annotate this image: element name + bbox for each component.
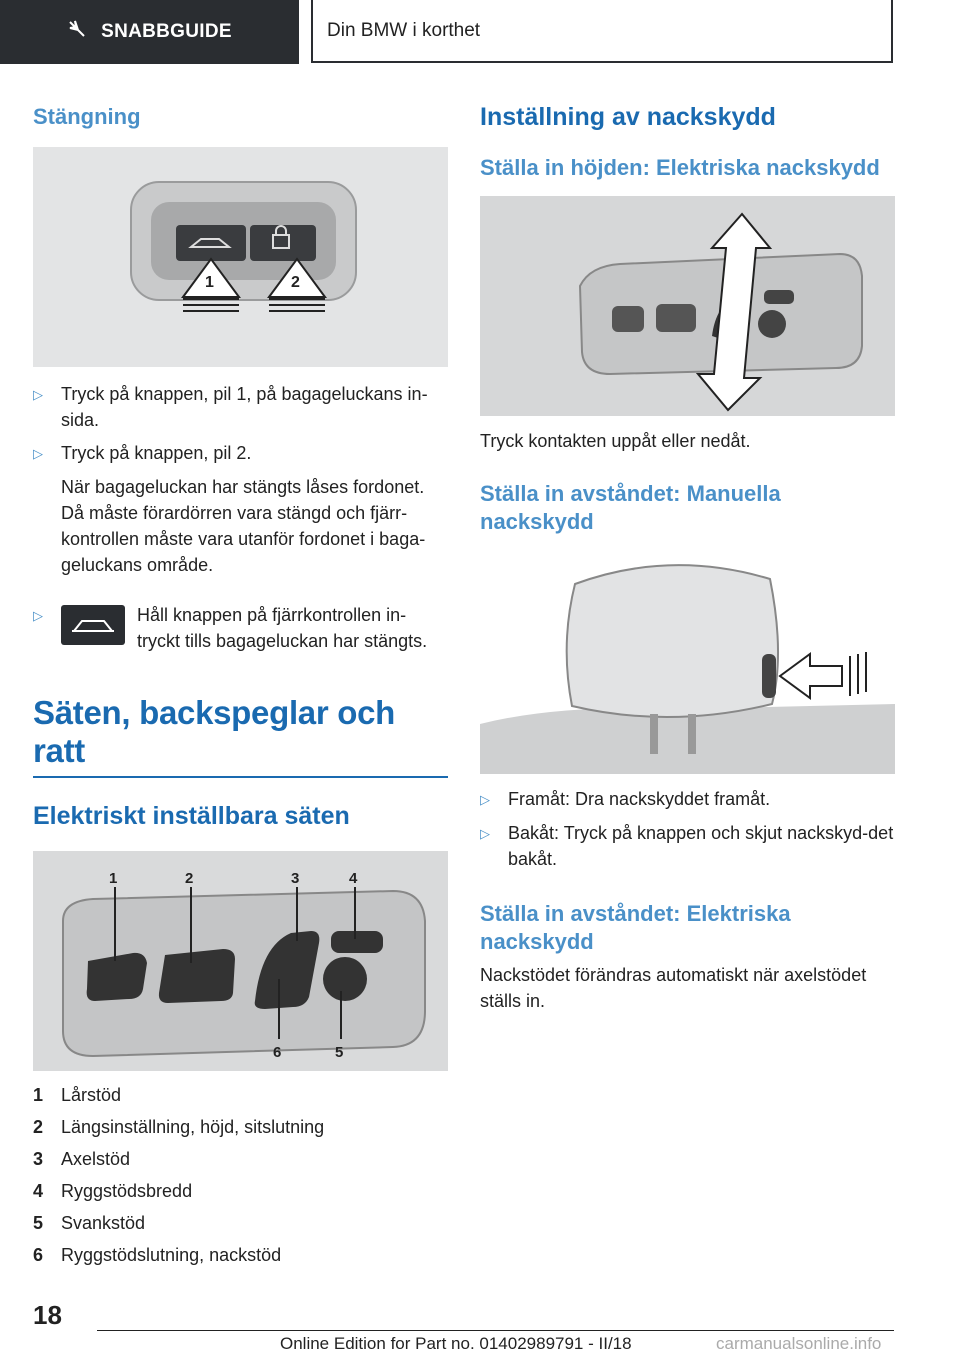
manual-heading: Ställa in avståndet: Manuella nackskydd — [480, 481, 781, 534]
footer-divider — [97, 1330, 894, 1331]
triangle-right-icon: ▷ — [33, 387, 43, 402]
list-item: 2 Längsinställning, höjd, sitslutning — [33, 1117, 325, 1137]
edition-text: Online Edition for Part no. 01402989791 - II/18 — [280, 1334, 632, 1353]
triangle-right-icon: ▷ — [33, 608, 43, 623]
chapter-title — [311, 0, 893, 63]
height-heading: Ställa in höjden: Elektriska nackskydd — [480, 155, 880, 180]
height-text: Tryck kontakten uppåt eller nedåt. — [480, 431, 751, 451]
list-item: ▷ Tryck på knappen, pil 2. — [33, 440, 448, 467]
left-column — [33, 104, 448, 1271]
callout-1: 1 — [109, 870, 118, 887]
watermark: carmanualsonline.info — [716, 1334, 882, 1353]
section-tab-label: SNABBGUIDE — [101, 21, 232, 42]
list-item: 4 Ryggstödsbredd — [33, 1181, 193, 1201]
electric-heading: Ställa in avståndet: Elektriska nackskydd — [480, 901, 791, 954]
callout-3: 3 — [291, 870, 300, 887]
trunk-buttons-illustration — [33, 147, 448, 367]
page-number: 18 — [33, 1300, 62, 1330]
callout-2: 2 — [291, 274, 300, 291]
list-item: ▷ Bakåt: Tryck på knappen och skjut nackskyd-det bakåt. — [480, 820, 895, 872]
headrest-manual-illustration — [480, 554, 895, 774]
section-heading: Säten, backspeglar och ratt — [33, 694, 448, 778]
closing-heading: Stängning — [33, 104, 141, 129]
headrest-height-illustration — [480, 196, 895, 416]
electric-text: Nackstödet förändras automatiskt när axelstödet ställs in. — [480, 965, 867, 1011]
right-column — [480, 103, 895, 1014]
spark-icon — [67, 19, 87, 45]
list-item: ▷ Tryck på knappen, pil 1, på bagageluckans in-sida. — [33, 381, 448, 433]
callout-5: 5 — [335, 1044, 344, 1061]
callout-6: 6 — [273, 1044, 282, 1061]
headrest-heading: Inställning av nackskydd — [480, 103, 776, 131]
bullet-note: När bagageluckan har stängts låses fordonet. Då måste förardörren vara stängd och fjärr-kontrollen måste vara utanför fordonet i baga-geluckans område. — [61, 477, 426, 575]
list-item: 6 Ryggstödslutning, nackstöd — [33, 1245, 282, 1265]
list-item: 5 Svankstöd — [33, 1213, 146, 1233]
chapter-title-text: Din BMW i korthet — [327, 19, 481, 41]
seat-legend — [33, 1079, 448, 1271]
callout-2: 2 — [185, 870, 194, 887]
list-item: ▷ Håll knappen på fjärrkontrollen in-tryckt tills bagageluckan har stängts. — [33, 602, 448, 654]
list-item: 1 Lårstöd — [33, 1085, 122, 1105]
triangle-right-icon: ▷ — [33, 446, 43, 461]
seat-controls-illustration — [33, 851, 448, 1071]
callout-4: 4 — [349, 870, 358, 887]
callout-1: 1 — [205, 274, 214, 291]
list-item: ▷ Framåt: Dra nackskyddet framåt. — [480, 786, 895, 813]
remote-trunk-icon — [61, 605, 125, 645]
section-tab[interactable] — [0, 0, 299, 64]
triangle-right-icon: ▷ — [480, 792, 490, 807]
list-item: 3 Axelstöd — [33, 1149, 131, 1169]
triangle-right-icon: ▷ — [480, 826, 490, 841]
seats-subheading: Elektriskt inställbara säten — [33, 802, 350, 830]
